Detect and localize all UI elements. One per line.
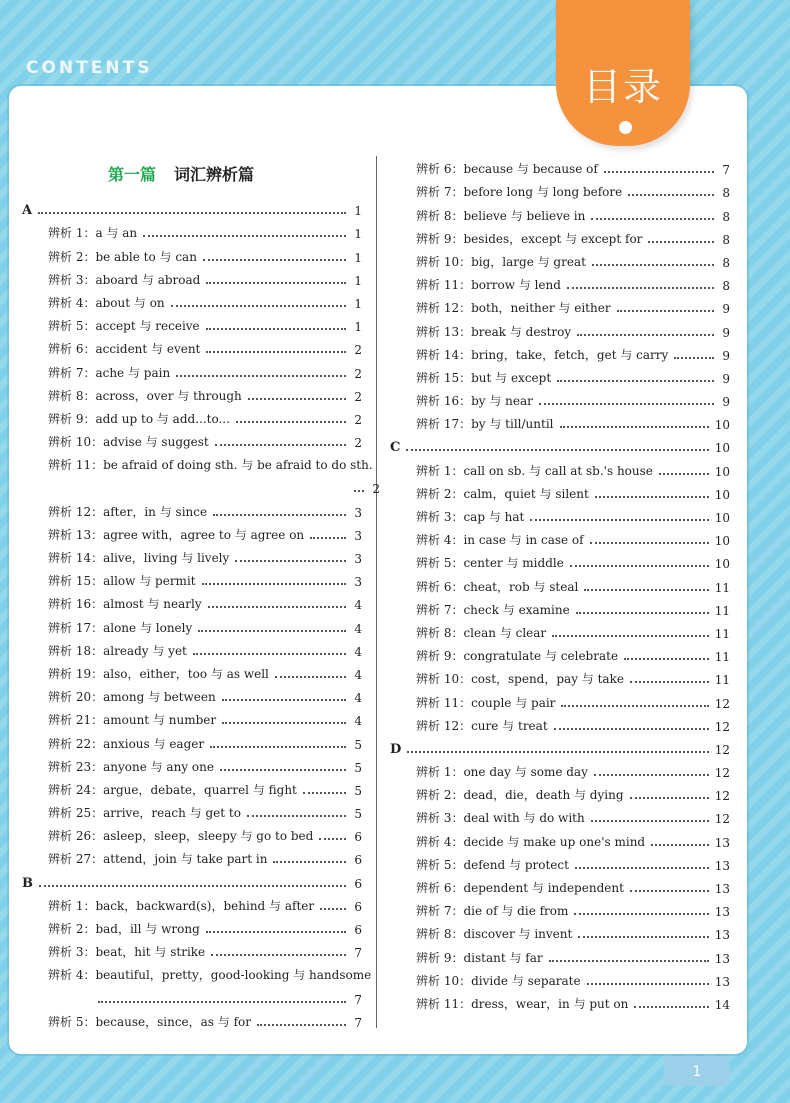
toc-entry-page: 8 <box>722 209 730 224</box>
toc-letter: C <box>390 440 401 456</box>
toc-entry[interactable] <box>22 891 362 914</box>
toc-entry-text: 辨析 16：almost 与 nearly <box>48 597 202 612</box>
toc-entry[interactable] <box>390 224 730 247</box>
toc-entry-page: 2 <box>354 343 362 358</box>
dot-leader <box>594 774 709 776</box>
toc-entry[interactable] <box>22 381 362 404</box>
toc-entry[interactable] <box>390 641 730 664</box>
toc-entry-page: 4 <box>354 714 362 729</box>
dot-leader <box>213 514 346 516</box>
toc-entry-page: 4 <box>354 621 362 636</box>
toc-entry[interactable] <box>390 942 730 965</box>
dot-leader <box>591 218 714 220</box>
dot-leader <box>630 681 709 683</box>
toc-entry[interactable] <box>22 752 362 775</box>
dot-leader <box>560 426 709 428</box>
toc-entry[interactable] <box>22 1007 362 1030</box>
toc-entry-text: 辨析 10：cost，spend，pay 与 take <box>416 672 624 687</box>
dot-leader <box>273 861 346 863</box>
toc-entry[interactable] <box>390 757 730 780</box>
dot-leader <box>206 351 346 353</box>
toc-entry-text: 辨析 24：argue，debate，quarrel 与 fight <box>48 782 297 797</box>
toc-entry[interactable] <box>390 966 730 989</box>
toc-entry-page: 10 <box>714 418 730 433</box>
toc-entry[interactable] <box>390 826 730 849</box>
toc-entry[interactable] <box>390 409 730 432</box>
toc-entry-text: 辨析 4：about 与 on <box>48 295 165 310</box>
toc-entry[interactable] <box>390 154 730 177</box>
toc-entry-page: 4 <box>354 691 362 706</box>
dot-leader <box>628 194 714 196</box>
toc-entry-page: 5 <box>354 807 362 822</box>
toc-entry[interactable] <box>390 711 730 734</box>
toc-entry-text: 辨析 8：believe 与 believe in <box>416 208 586 223</box>
dot-leader <box>247 815 346 817</box>
dot-leader <box>206 328 346 330</box>
toc-entry[interactable] <box>390 548 730 571</box>
toc-entry[interactable] <box>390 850 730 873</box>
toc-entry-text: 辨析 6：because 与 because of <box>416 162 598 177</box>
dot-leader <box>193 653 346 655</box>
dot-leader <box>539 403 714 405</box>
toc-entry-page: 2 <box>354 366 362 381</box>
toc-entry-page: 10 <box>714 464 730 479</box>
toc-entry[interactable] <box>22 496 362 519</box>
tab-dot-icon <box>619 121 632 134</box>
toc-entry-text: 辨析 15：allow 与 permit <box>48 574 196 589</box>
dot-leader <box>592 264 714 266</box>
dot-leader <box>248 398 346 400</box>
toc-entry-page: 9 <box>722 348 730 363</box>
toc-entry-page: 10 <box>714 487 730 502</box>
toc-entry-text: 辨析 5：center 与 middle <box>416 556 564 571</box>
toc-entry[interactable] <box>390 896 730 919</box>
dot-leader <box>549 960 709 962</box>
toc-entry-text: 辨析 12：cure 与 treat <box>416 718 548 733</box>
toc-entry[interactable] <box>22 775 362 798</box>
toc-entry-page: 10 <box>714 511 730 525</box>
toc-entry-text: 辨析 11：be afraid of doing sth. 与 be afraid to do sth. <box>48 458 373 473</box>
toc-entry-text: 辨析 6：cheat，rob 与 steal <box>416 579 579 594</box>
toc-entry[interactable] <box>390 270 730 293</box>
toc-entry[interactable] <box>22 589 362 612</box>
toc-entry-text: 辨析 3：cap 与 hat <box>416 510 525 524</box>
dot-leader <box>552 635 709 637</box>
toc-entry[interactable] <box>22 427 362 450</box>
toc-entry-page: 2 <box>354 412 362 427</box>
toc-entry-page: 3 <box>354 552 362 567</box>
toc-entry-page: 11 <box>714 603 730 618</box>
toc-right-column <box>390 154 730 1012</box>
dot-leader <box>575 867 709 869</box>
toc-entry-line <box>48 473 380 497</box>
contents-label: CONTENTS <box>26 58 153 78</box>
toc-entry[interactable] <box>390 363 730 386</box>
toc-entry-page: 1 <box>354 250 362 265</box>
toc-entry-page: 1 <box>354 273 362 288</box>
toc-entry-page: 8 <box>722 255 730 270</box>
dot-leader <box>624 658 709 660</box>
toc-entry[interactable] <box>390 316 730 339</box>
dot-leader <box>530 519 708 521</box>
dot-leader <box>570 565 709 567</box>
toc-entry-text: 辨析 27：attend，join 与 take part in <box>48 852 268 867</box>
dot-leader <box>198 630 346 632</box>
toc-entry-page: 12 <box>714 812 730 827</box>
toc-entry-page: 11 <box>714 626 730 641</box>
toc-entry[interactable] <box>390 386 730 409</box>
dot-leader <box>171 305 346 307</box>
toc-entry[interactable] <box>390 502 730 525</box>
toc-entry-page: 2 <box>354 389 362 404</box>
toc-letter-heading[interactable] <box>22 195 362 218</box>
dot-leader <box>211 954 346 956</box>
toc-entry-page: 3 <box>354 505 362 520</box>
toc-entry-page: 2 <box>354 436 362 451</box>
dot-leader <box>206 931 346 933</box>
dot-leader <box>578 936 708 938</box>
toc-entry-text: 辨析 16：by 与 near <box>416 394 533 409</box>
toc-entry-page: 12 <box>714 789 730 804</box>
toc-entry-page: 7 <box>354 1015 362 1030</box>
toc-entry[interactable] <box>390 293 730 316</box>
toc-entry-text: 辨析 5：defend 与 protect <box>416 857 569 872</box>
toc-entry[interactable] <box>22 821 362 844</box>
dot-leader <box>587 983 709 985</box>
toc-entry-text: 辨析 15：but 与 except <box>416 370 552 385</box>
toc-entry-page: 13 <box>714 882 730 896</box>
toc-entry-page: 10 <box>714 534 730 549</box>
dot-leader <box>275 676 346 678</box>
toc-letter: B <box>22 875 33 891</box>
toc-entry[interactable] <box>22 960 372 1007</box>
dot-leader <box>659 473 709 475</box>
toc-entry-text: 辨析 17：alone 与 lonely <box>48 620 193 635</box>
toc-entry[interactable] <box>22 682 362 705</box>
dot-leader <box>235 560 346 562</box>
toc-entry-text: 辨析 12：both，neither 与 either <box>416 301 611 316</box>
toc-entry-text: 辨析 14：alive，living 与 lively <box>48 551 230 566</box>
toc-left-column <box>22 195 380 1030</box>
toc-entry[interactable] <box>22 311 362 334</box>
toc-entry[interactable] <box>22 520 362 543</box>
toc-entry-page: 11 <box>714 650 730 665</box>
toc-entry[interactable] <box>390 595 730 618</box>
dot-leader <box>576 612 709 614</box>
section-part: 第一篇 <box>108 165 157 184</box>
toc-entry-text: 辨析 4：in case 与 in case of <box>416 533 584 548</box>
toc-entry-page: 5 <box>354 737 362 752</box>
toc-entry-text: 辨析 13：agree with，agree to 与 agree on <box>48 527 305 542</box>
dot-leader <box>554 728 709 730</box>
toc-entry-page: 14 <box>714 997 730 1012</box>
toc-entry-page: 8 <box>722 186 730 201</box>
toc-entry-text: 辨析 6：dependent 与 independent <box>416 881 624 895</box>
toc-entry-text: 辨析 10：advise 与 suggest <box>48 435 209 450</box>
toc-letter: D <box>390 741 402 757</box>
toc-entry-page: 4 <box>354 598 362 613</box>
dot-leader <box>236 421 346 423</box>
dot-leader <box>591 820 709 822</box>
dot-leader <box>210 746 346 748</box>
toc-entry-text: 辨析 3：aboard 与 abroad <box>48 272 201 287</box>
toc-entry-text: 辨析 8：clean 与 clear <box>416 625 547 640</box>
toc-entry-text: 辨析 9：congratulate 与 celebrate <box>416 649 619 664</box>
toc-entry-text: 辨析 3：beat，hit 与 strike <box>48 945 206 960</box>
toc-letter-heading[interactable] <box>22 867 362 890</box>
toc-entry[interactable] <box>22 728 362 751</box>
dot-leader <box>630 797 709 799</box>
toc-entry-page: 6 <box>354 853 362 868</box>
toc-entry-page: 8 <box>722 232 730 247</box>
toc-entry[interactable] <box>22 450 380 497</box>
toc-entry-text: 辨析 19：also，either，too 与 as well <box>48 666 269 681</box>
toc-entry-page: 3 <box>354 528 362 543</box>
toc-entry-page: 5 <box>354 760 362 775</box>
toc-entry[interactable] <box>390 873 730 896</box>
dot-leader <box>310 537 346 539</box>
toc-entry-page: 12 <box>714 766 730 781</box>
column-divider <box>376 156 377 1028</box>
toc-entry[interactable] <box>390 177 730 200</box>
toc-entry[interactable] <box>22 241 362 264</box>
toc-entry[interactable] <box>22 543 362 566</box>
dot-leader <box>257 1024 346 1026</box>
dot-leader <box>584 589 708 591</box>
toc-entry[interactable] <box>390 780 730 803</box>
dot-leader <box>634 1006 708 1008</box>
toc-entry[interactable] <box>390 687 730 710</box>
toc-entry-page: 1 <box>354 320 362 335</box>
toc-entry-text: 辨析 2：calm，quiet 与 silent <box>416 486 589 501</box>
dot-leader <box>143 235 346 237</box>
toc-entry-page: 10 <box>714 557 730 572</box>
toc-entry-page: 7 <box>722 163 730 178</box>
toc-entry-page: 8 <box>722 279 730 294</box>
toc-entry-text: 辨析 4：beautiful，pretty，good-looking 与 handsome <box>48 968 372 983</box>
toc-entry-page: 13 <box>714 905 730 920</box>
dot-leader <box>354 490 364 492</box>
toc-entry[interactable] <box>390 571 730 594</box>
toc-entry[interactable] <box>22 265 362 288</box>
toc-entry-text: 辨析 12：after，in 与 since <box>48 504 208 519</box>
toc-entry-text: 辨析 4：decide 与 make up one's mind <box>416 834 646 849</box>
toc-entry-text: 辨析 2：bad，ill 与 wrong <box>48 922 200 937</box>
toc-entry-text: 辨析 7：check 与 examine <box>416 602 570 617</box>
toc-letter-heading[interactable] <box>390 432 730 455</box>
toc-entry[interactable] <box>22 357 362 380</box>
toc-entry-page: 10 <box>714 441 730 456</box>
dot-leader <box>203 259 346 261</box>
toc-entry[interactable] <box>22 288 362 311</box>
toc-entry-page: 3 <box>354 575 362 590</box>
toc-entry-text: 辨析 5：accept 与 receive <box>48 319 200 334</box>
dot-leader <box>595 496 709 498</box>
toc-entry[interactable] <box>22 798 362 821</box>
toc-entry-text: 辨析 11：borrow 与 lend <box>416 278 561 293</box>
toc-entry[interactable] <box>22 705 362 728</box>
toc-entry-text: 辨析 9：add up to 与 add...to... <box>48 411 230 426</box>
toc-entry-text: 辨析 21：amount 与 number <box>48 713 217 728</box>
dot-leader <box>222 722 346 724</box>
dot-leader <box>407 751 708 753</box>
toc-letter-heading[interactable] <box>390 734 730 757</box>
toc-entry-text: 辨析 22：anxious 与 eager <box>48 736 205 751</box>
dot-leader <box>206 282 346 284</box>
toc-entry-text: 辨析 10：big，large 与 great <box>416 254 586 269</box>
toc-entry[interactable] <box>390 247 730 270</box>
toc-entry-text: 辨析 3：deal with 与 do with <box>416 811 585 826</box>
toc-entry[interactable] <box>390 200 730 223</box>
dot-leader <box>176 375 346 377</box>
dot-leader <box>319 838 346 840</box>
toc-entry-text: 辨析 6：accident 与 event <box>48 342 201 357</box>
toc-entry-page: 6 <box>354 876 362 891</box>
toc-entry-text: 辨析 13：break 与 destroy <box>416 324 572 339</box>
toc-entry-text: 辨析 11：dress，wear，in 与 put on <box>416 996 629 1011</box>
toc-entry-page: 13 <box>714 951 730 966</box>
toc-entry[interactable] <box>22 659 362 682</box>
toc-entry[interactable] <box>22 218 362 241</box>
dot-leader <box>574 913 708 915</box>
toc-entry-text: 辨析 7：before long 与 long before <box>416 185 623 200</box>
toc-letter: A <box>22 203 33 219</box>
section-name: 词汇辨析篇 <box>174 165 255 184</box>
dot-leader <box>648 241 714 243</box>
toc-entry-text: 辨析 26：asleep，sleep，sleepy 与 go to bed <box>48 829 314 844</box>
toc-entry-text: 辨析 9：besides，except 与 except for <box>416 231 643 246</box>
toc-entry-text: 辨析 25：arrive，reach 与 get to <box>48 806 241 821</box>
toc-entry-page: 7 <box>354 946 362 961</box>
dot-leader <box>38 212 346 214</box>
toc-entry-text: 辨析 1：back，backward(s)，behind 与 after <box>48 898 315 913</box>
toc-entry[interactable] <box>390 919 730 942</box>
toc-entry-page: 1 <box>354 227 362 242</box>
dot-leader <box>220 769 346 771</box>
dot-leader <box>617 310 714 312</box>
dot-leader <box>604 171 714 173</box>
toc-entry[interactable] <box>22 566 362 589</box>
toc-entry-page: 4 <box>354 667 362 682</box>
toc-entry-page: 1 <box>354 296 362 311</box>
toc-entry-page: 6 <box>354 923 362 938</box>
toc-entry[interactable] <box>22 404 362 427</box>
toc-entry-text: 辨析 1：a 与 an <box>48 226 138 241</box>
toc-entry-page: 11 <box>714 673 730 688</box>
toc-entry[interactable] <box>390 479 730 502</box>
toc-entry-page: 13 <box>714 974 730 989</box>
dot-leader <box>202 583 346 585</box>
toc-entry-text: 辨析 20：among 与 between <box>48 690 216 705</box>
dot-leader <box>577 334 714 336</box>
dot-leader <box>303 792 346 794</box>
toc-entry[interactable] <box>22 914 362 937</box>
toc-entry-text: 辨析 7：ache 与 pain <box>48 365 171 380</box>
toc-entry[interactable] <box>390 525 730 548</box>
toc-entry-line <box>48 450 373 473</box>
toc-entry-text: 辨析 7：die of 与 die from <box>416 904 569 919</box>
toc-entry-text: 辨析 5：because，since，as 与 for <box>48 1014 251 1029</box>
dot-leader <box>630 890 709 892</box>
toc-entry-page: 13 <box>714 858 730 873</box>
toc-entry-text: 辨析 10：divide 与 separate <box>416 973 581 988</box>
toc-entry-text: 辨析 8：across，over 与 through <box>48 388 242 403</box>
toc-entry-page: 12 <box>714 719 730 734</box>
toc-entry-page: 5 <box>354 783 362 798</box>
toc-entry-page: 9 <box>722 302 730 317</box>
toc-entry[interactable] <box>390 664 730 687</box>
dot-leader <box>320 908 346 910</box>
dot-leader <box>98 1001 346 1003</box>
toc-entry[interactable] <box>390 618 730 641</box>
toc-entry-page: 6 <box>354 899 362 914</box>
toc-entry[interactable] <box>22 334 362 357</box>
toc-entry[interactable] <box>390 340 730 363</box>
toc-entry-line <box>48 960 372 983</box>
toc-entry-line <box>48 983 362 1006</box>
toc-entry-page: 13 <box>714 835 730 850</box>
dot-leader <box>406 449 708 451</box>
toc-entry-page: 9 <box>722 325 730 340</box>
toc-entry[interactable] <box>390 989 730 1012</box>
dot-leader <box>561 705 708 707</box>
toc-entry[interactable] <box>22 636 362 659</box>
dot-leader <box>557 380 714 382</box>
dot-leader <box>208 606 346 608</box>
toc-entry[interactable] <box>22 844 362 867</box>
toc-entry-text: 辨析 23：anyone 与 any one <box>48 759 214 774</box>
toc-entry-page: 12 <box>714 696 730 711</box>
toc-entry-page: 4 <box>354 644 362 659</box>
toc-entry-text: 辨析 2：be able to 与 can <box>48 249 197 264</box>
dot-leader <box>567 287 714 289</box>
toc-entry-text: 辨析 11：couple 与 pair <box>416 695 556 710</box>
toc-entry-page: 2 <box>372 482 380 497</box>
dot-leader <box>674 357 714 359</box>
toc-entry-text: 辨析 14：bring，take，fetch，get 与 carry <box>416 347 669 362</box>
toc-entry-text: 辨析 8：discover 与 invent <box>416 927 573 942</box>
toc-entry-text: 辨析 1：call on sb. 与 call at sb.'s house <box>416 463 653 478</box>
dot-leader <box>215 444 346 446</box>
toc-entry-page: 13 <box>714 928 730 943</box>
toc-entry-page: 9 <box>722 395 730 410</box>
toc-entry-page: 6 <box>354 830 362 845</box>
toc-entry-page: 12 <box>714 742 730 757</box>
toc-entry[interactable] <box>390 803 730 826</box>
dot-leader <box>222 699 346 701</box>
page-number: 1 <box>664 1056 730 1086</box>
toc-entry-text: 辨析 2：dead，die，death 与 dying <box>416 788 624 803</box>
dot-leader <box>651 844 709 846</box>
toc-entry-text: 辨析 17：by 与 till/until <box>416 417 554 432</box>
toc-entry[interactable] <box>22 937 362 960</box>
toc-entry-text: 辨析 9：distant 与 far <box>416 950 543 965</box>
toc-entry[interactable] <box>22 612 362 635</box>
toc-entry[interactable] <box>390 455 730 478</box>
dot-leader <box>39 885 346 887</box>
toc-entry-text: 辨析 1：one day 与 some day <box>416 765 588 780</box>
section-title <box>108 162 254 185</box>
toc-entry-page: 1 <box>354 204 362 219</box>
toc-entry-page: 9 <box>722 371 730 386</box>
toc-entry-page: 7 <box>354 992 362 1007</box>
toc-entry-text: 辨析 18：already 与 yet <box>48 643 187 658</box>
toc-entry-page: 11 <box>714 580 730 595</box>
catalog-tab-title: 目录 <box>582 65 663 109</box>
dot-leader <box>590 542 709 544</box>
